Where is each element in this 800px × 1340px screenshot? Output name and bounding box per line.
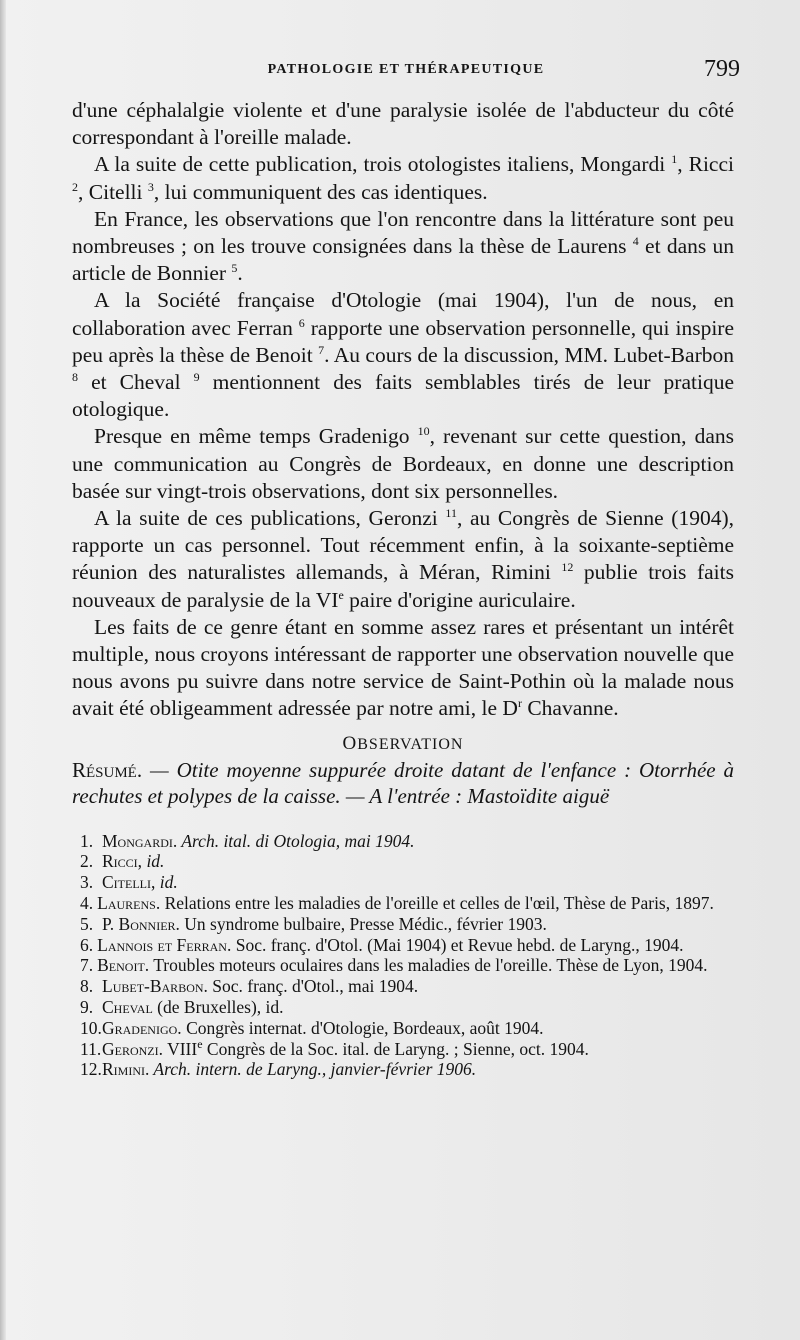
page-header (72, 56, 740, 84)
paragraph: En France, les observations que l'on rencontre dans la littérature sont peu nombreuses ; on les trouve consignées dans la thèse de Laurens $^4$ et dans un article de Bonnier $^5$. (72, 206, 734, 286)
footnote: 7. Benoit. Troubles moteurs oculaires dans les maladies de l'oreille. Thèse de Lyon, 1904. (80, 955, 708, 976)
footnote-ref: 1 (671, 152, 678, 167)
page-body (72, 97, 734, 1080)
summary-text: — Otite moyenne suppurée droite datant de l'enfance : Otorrhée à rechutes et polypes de la caisse. — A l'entrée : Mastoïdite aiguë (72, 757, 734, 808)
section-title: OBSERVATION (342, 732, 464, 754)
paragraph: Les faits de ce genre étant en somme assez rares et présentant un intérêt multiple, nous croyons intéressant de rapporter une observation nouvelle que nous avons pu suivre dans notre service de Saint-Pothin où la malade nous avait été obligeamment adressée par notre ami, le $D^r$ Chavanne. (72, 614, 734, 721)
observation-summary (72, 757, 734, 809)
title-superscript: r (517, 696, 522, 711)
paragraph: A la suite de cette publication, trois otologistes italiens, Mongardi $^1$, Ricci $^2$, Citelli $^3$, lui communiquent des cas identiques. (72, 152, 734, 204)
footnote: 9. Cheval (de Bruxelles), id. (80, 997, 284, 1018)
page-number: 799 (704, 56, 740, 82)
footnote: 10. Gradenigo. Congrès internat. d'Otologie, Bordeaux, août 1904. (80, 1017, 544, 1038)
ordinal-superscript: e (338, 587, 344, 602)
paragraph: A la suite de ces publications, Geronzi $^{11}$, au Congrès de Sienne (1904), rapporte un cas personnel. Tout récemment enfin, à la soixante-septième réunion des naturalistes allemands, à Méran, Rimini $^{12}$ publie trois faits nouveaux de paralysie de la VIe paire d'origine auriculaire. (72, 505, 734, 612)
footnote-ref: 2 (72, 179, 78, 194)
page-spine-shadow (0, 0, 6, 1340)
running-head: PATHOLOGIE ET THÉRAPEUTIQUE (267, 62, 545, 77)
footnote-ref: 3 (147, 179, 154, 194)
footnote-ref: 8 (72, 369, 78, 384)
footnote: 8. Lubet-Barbon. Soc. franç. d'Otol., mai 1904. (80, 976, 419, 997)
footnote: 2. Ricci, id. (80, 851, 165, 872)
footnote-ref: 9 (193, 369, 200, 384)
footnote-ref: 7 (318, 342, 325, 357)
footnote-ref: 4 (632, 233, 639, 248)
footnote: 12. Rimini. Arch. intern. de Laryng., janvier-février 1906. (80, 1059, 477, 1080)
footnote: 1. Mongardi. Arch. ital. di Otologia, mai 1904. (80, 830, 415, 851)
paragraph: A la Société française d'Otologie (mai 1904), l'un de nous, en collaboration avec Ferran $^6$ rapporte une observation personnelle, qui inspire peu après la thèse de Benoit $^7$. Au cours de la discussion, MM. Lubet-Barbon $^8$ et Cheval $^9$ mentionnent des faits semblables tirés de leur pratique otologique. (72, 288, 734, 422)
footnote-ref: 5 (231, 261, 238, 276)
footnote-ref: 6 (298, 315, 305, 330)
footnote: 6. Lannois et Ferran. Soc. franç. d'Otol. (Mai 1904) et Revue hebd. de Laryng., 1904. (80, 934, 684, 955)
paragraph: d'une céphalalgie violente et d'une paralysie isolée de l'abducteur du côté correspondant à l'oreille malade. (72, 98, 734, 150)
footnote: 11. Geronzi. VIIIe Congrès de la Soc. ital. de Laryng. ; Sienne, oct. 1904. (80, 1036, 589, 1059)
footnote: 3. Citelli, id. (80, 872, 178, 893)
summary-label: Résumé. (72, 757, 143, 782)
footnote: 4. Laurens. Relations entre les maladies de l'oreille et celles de l'œil, Thèse de Paris, 1897. (80, 893, 714, 914)
paragraph: Presque en même temps Gradenigo $^{10}$, revenant sur cette question, dans une communication au Congrès de Bordeaux, en donne une description basée sur vingt-trois observations, dont six personnelles. (72, 424, 734, 503)
footnote-ref: 11 (445, 505, 457, 520)
footnote-ref: 12 (561, 560, 574, 575)
footnote: 5. P. Bonnier. Un syndrome bulbaire, Presse Médic., février 1903. (80, 913, 547, 934)
footnotes (72, 831, 734, 1081)
footnote-ref: 10 (417, 424, 430, 439)
